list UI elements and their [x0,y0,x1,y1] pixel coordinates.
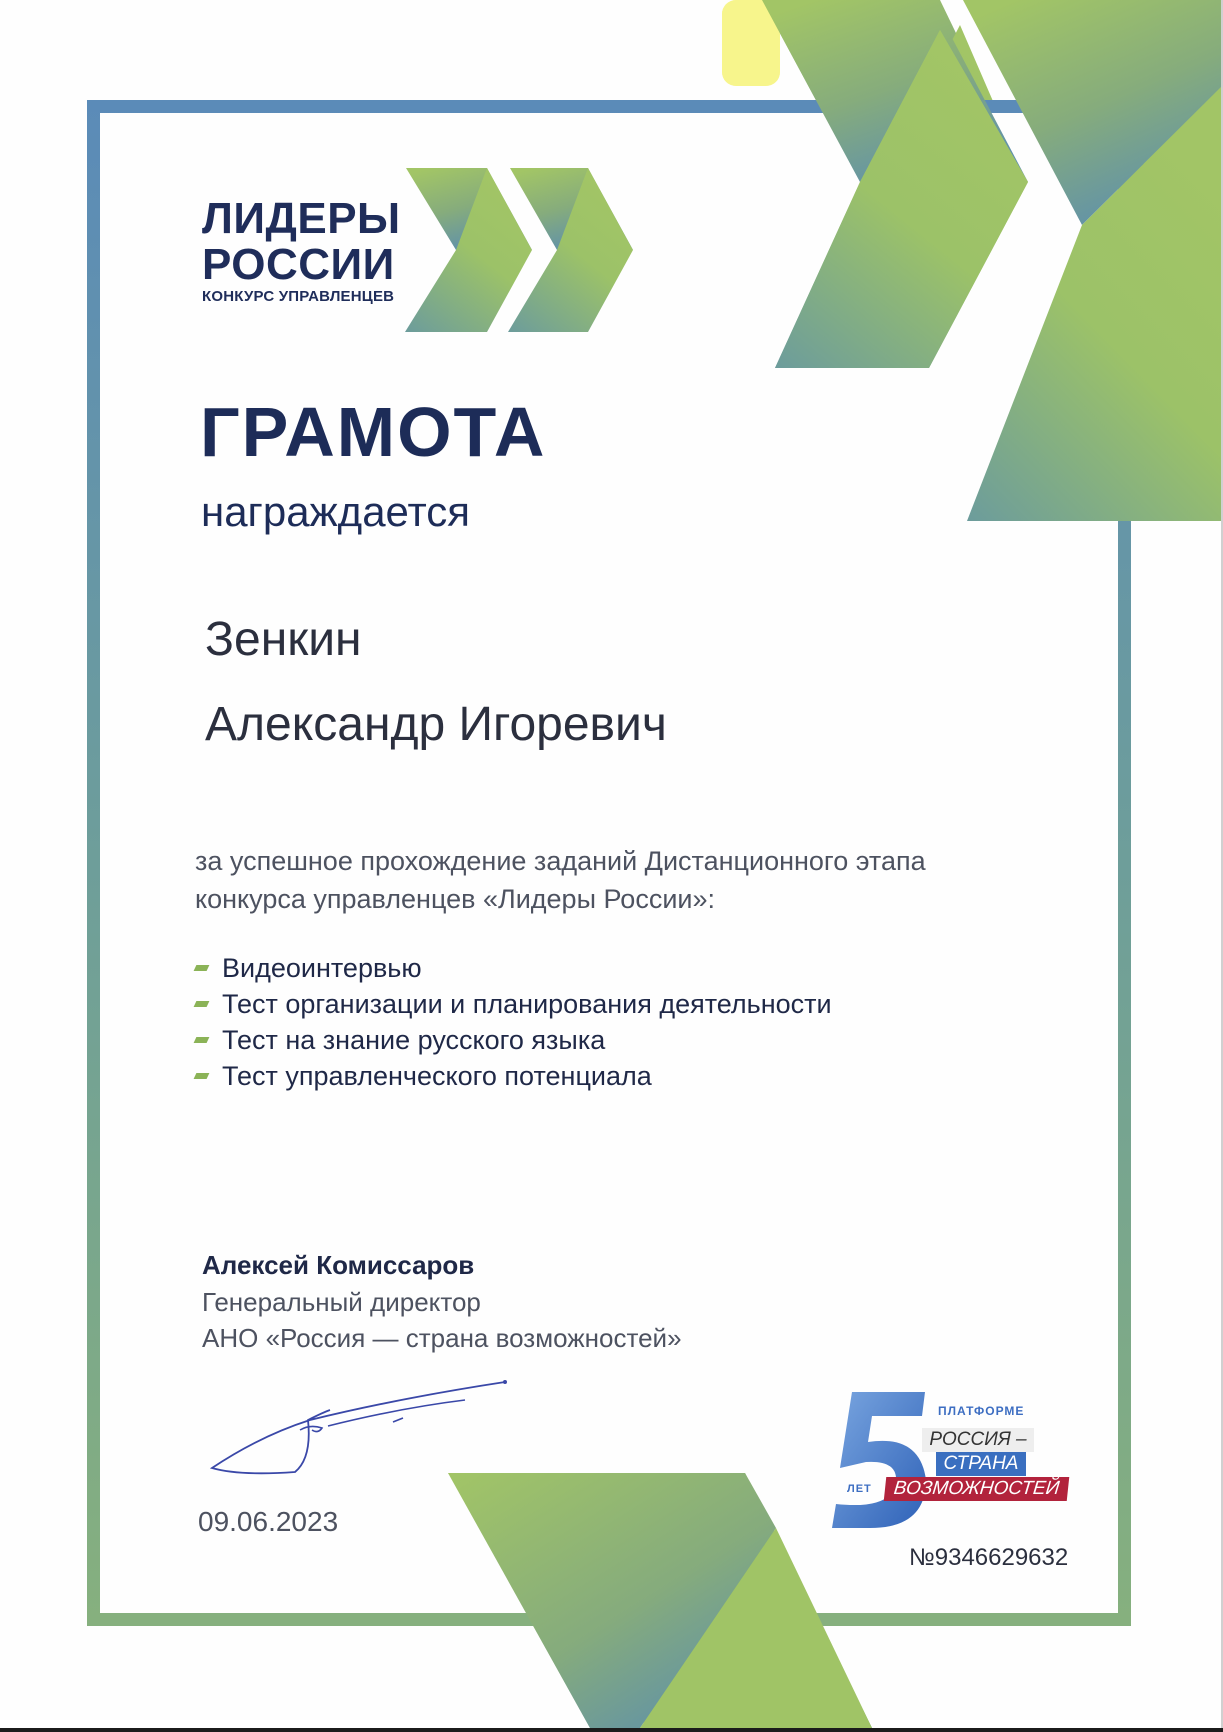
description-line-2: конкурса управленцев «Лидеры России»: [195,884,716,914]
recipient-given-names: Александр Игоревич [205,698,667,751]
signatory-name: Алексей Комиссаров [202,1250,475,1280]
page-edge-bottom [0,1728,1223,1732]
badge-years-label: ЛЕТ [847,1483,872,1495]
certificate-number: №9346629632 [909,1544,1069,1571]
logo-tagline: КОНКУРС УПРАВЛЕНЦЕВ [202,288,395,305]
badge-line-country: СТРАНА [936,1452,1026,1476]
bullet-dash-icon [194,1001,210,1007]
bullet-dash-icon [194,1073,210,1079]
list-item [195,950,832,986]
description-line-1: за успешное прохождение заданий Дистанционного этапа [195,846,926,876]
badge-platform-label: ПЛАТФОРМЕ [938,1404,1025,1418]
certificate-subtitle: награждается [201,488,471,535]
award-description [195,842,995,918]
list-item [195,1058,832,1094]
bullet-dash-icon [194,965,210,971]
badge-line-russia: РОССИЯ – [922,1428,1034,1452]
completed-tasks-list [195,950,832,1094]
badge-line-opportunities: ВОЗМОЖНОСТЕЙ [884,1477,1070,1501]
signatory-role: Генеральный директор [202,1287,481,1317]
five-digit-icon [830,1390,930,1530]
issue-date: 09.06.2023 [198,1506,339,1537]
recipient-surname: Зенкин [205,613,362,666]
certificate-title: ГРАМОТА [200,393,547,471]
logo-line2: РОССИИ [202,240,395,289]
list-item [195,986,832,1022]
task-label: Видеоинтервью [222,953,422,983]
task-label: Тест управленческого потенциала [222,1061,652,1091]
double-chevron-icon [406,168,634,332]
task-label: Тест на знание русского языка [222,1025,606,1055]
logo-wordmark [202,196,401,288]
logo-line1: ЛИДЕРЫ [202,194,401,243]
list-item [195,1022,832,1058]
bullet-dash-icon [194,1037,210,1043]
signatory-organization: АНО «Россия — страна возможностей» [202,1323,682,1353]
signature-icon [200,1378,510,1478]
task-label: Тест организации и планирования деятельности [222,989,832,1019]
